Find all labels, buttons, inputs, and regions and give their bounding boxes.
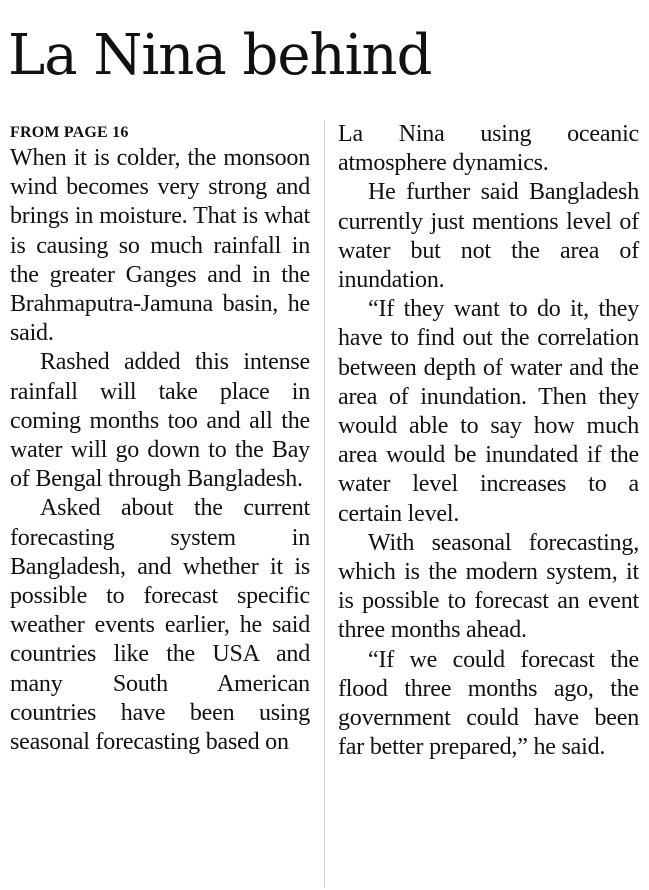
paragraph-7: With seasonal forecasting, which is the modern system, it is possible to forecast an event three months ahead.	[338, 529, 639, 644]
column-divider	[324, 120, 325, 888]
continuation-kicker: FROM PAGE 16	[10, 124, 129, 141]
paragraph-6: “If they want to do it, they have to find out the correlation between depth of water and the area of inundation. Then they would able to say how much area would be inundated if the water level increases to a certain level.	[338, 296, 639, 527]
paragraph-8: “If we could forecast the flood three months ago, the government could have been far better prepared,” he said.	[338, 646, 639, 761]
headline: La Nina behind	[8, 23, 432, 88]
left-column	[10, 120, 310, 757]
paragraph-5: He further said Bangladesh currently just mentions level of water but not the area of inundation.	[338, 179, 639, 294]
paragraph-2: Rashed added this intense rainfall will take place in coming months too and all the water will go down to the Bay of Bengal through Bangladesh.	[10, 349, 310, 493]
right-column	[338, 120, 639, 762]
paragraph-3: Asked about the current forecasting system in Bangladesh, and whether it is possible to forecast specific weather events earlier, he said countries like the USA and many South American countries have been using seasonal forecasting based on	[10, 495, 310, 756]
paragraph-4: La Nina using oceanic atmosphere dynamics.	[338, 121, 639, 177]
paragraph-1: When it is colder, the monsoon wind becomes very strong and brings in moisture. That is what is causing so much rainfall in the greater Ganges and in the Brahmaputra-Jamuna basin, he said.	[10, 145, 310, 347]
